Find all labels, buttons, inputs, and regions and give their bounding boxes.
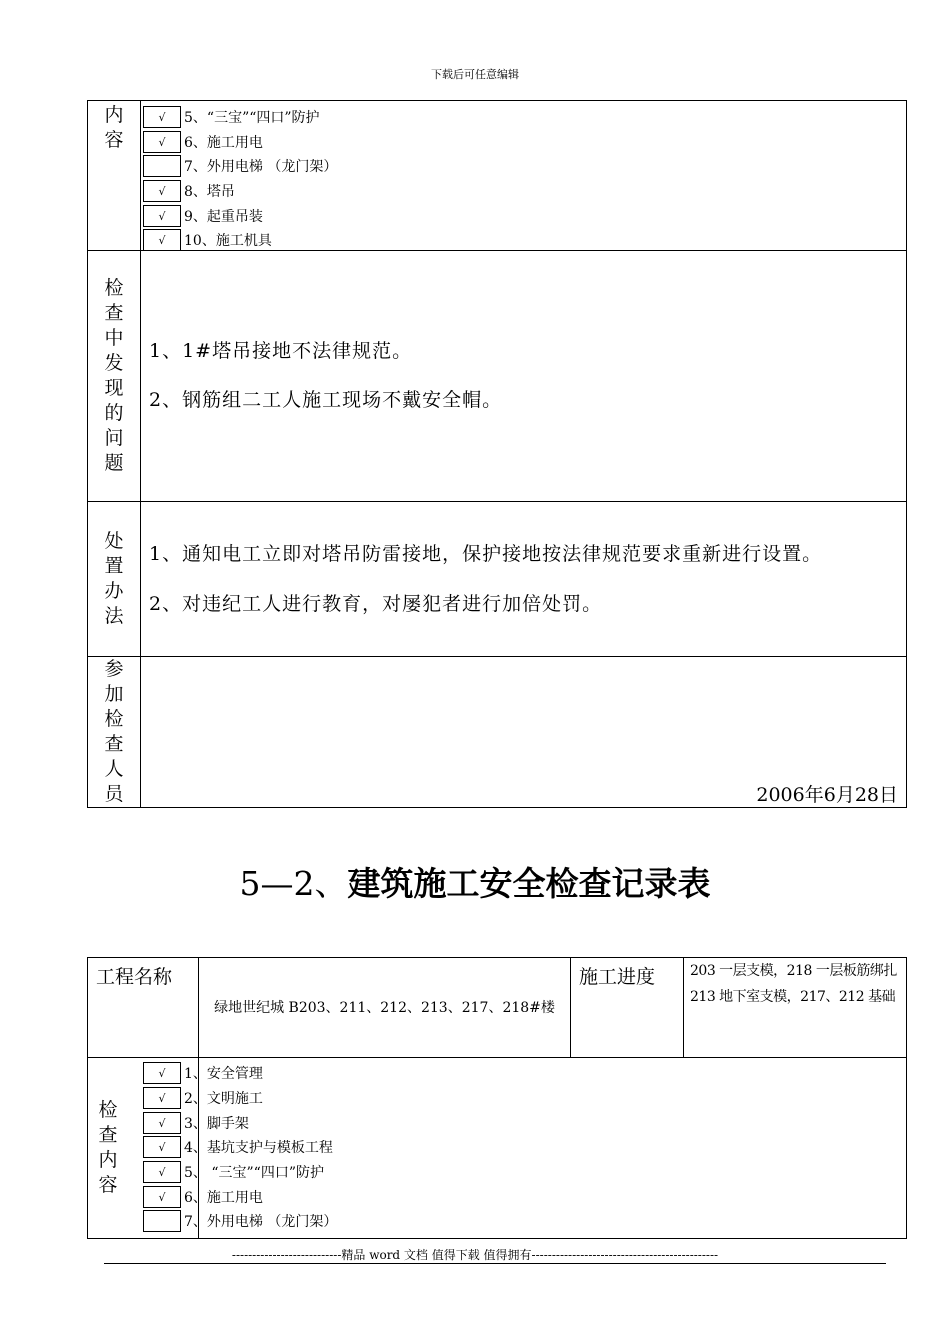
checkbox[interactable]: √ [143,229,181,251]
progress-value: 203 一层支模，218 一层板筋绑扎 213 地下室支模，217、212 基础 [690,963,897,1005]
checkbox[interactable]: √ [143,1136,181,1158]
content-label-2: 检 查 内 容 [98,1099,118,1196]
check-item[interactable] [141,105,906,129]
check-item-label: 5、“三宝”“四口”防护 [184,110,320,126]
checkbox[interactable]: √ [143,205,181,227]
row-handling [88,502,907,657]
inspection-date: 2006年6月28日 [756,784,898,806]
inspection-table-1 [87,100,907,808]
handling-label-cell [88,502,141,657]
checkbox[interactable] [143,1210,181,1232]
check-item[interactable] [141,154,906,178]
check-item-label: 9、起重吊装 [184,209,263,225]
content-items-cell [141,101,907,251]
problems-label-cell [88,251,141,502]
check-item-label: 6、施工用电 [184,1190,263,1206]
check-item[interactable] [141,228,906,252]
header-note: 下载后可任意编辑 [431,68,519,81]
content-items-cell-2 [158,1058,907,1239]
problems-label: 检 查 中 发 现 的 问 题 [104,277,124,474]
check-item[interactable] [141,1086,901,1110]
check-item[interactable] [141,1160,901,1184]
check-item-label: 4、基坑支护与模板工程 [184,1140,333,1156]
row-content [88,101,907,251]
problem-line: 1、1#塔吊接地不法律规范。 [149,340,413,362]
checkbox[interactable]: √ [143,1062,181,1084]
participants-cell [141,657,907,808]
check-items-2 [141,1058,901,1238]
check-item-label: 7、外用电梯 （龙门架） [184,1214,338,1230]
footer-text: ---------------------------精品 word 文档 值得下载 值得拥有---------------------------------------------- [231,1248,719,1262]
checkbox[interactable]: √ [143,1161,181,1183]
check-item-label: 7、外用电梯 （龙门架） [184,159,338,175]
content-label-cell [88,101,141,251]
check-item[interactable] [141,1135,901,1159]
row-content-2 [88,1058,907,1239]
check-item[interactable] [141,1209,901,1233]
check-item-label: 3、脚手架 [184,1116,249,1132]
progress-label-cell [571,958,684,1058]
project-name-value-cell [199,958,571,1058]
check-item[interactable] [141,130,906,154]
content-label: 内 容 [104,104,124,151]
check-item-label: 10、施工机具 [184,233,272,249]
check-item[interactable] [141,204,906,228]
checkbox[interactable] [143,155,181,177]
row-participants [88,657,907,808]
problems-cell [141,251,907,502]
inspection-table-2 [87,957,907,1239]
checkbox[interactable]: √ [143,1112,181,1134]
progress-label: 施工进度 [579,966,656,988]
handling-label: 处 置 办 法 [104,530,124,627]
row-project [88,958,907,1058]
check-item[interactable] [141,1061,901,1085]
check-item[interactable] [141,1185,901,1209]
participants-label-cell [88,657,141,808]
project-name-label: 工程名称 [96,966,173,988]
check-item-label: 2、文明施工 [184,1091,263,1107]
handling-cell [141,502,907,657]
section-title: 5—2、建筑施工安全检查记录表 [239,864,711,903]
check-item-label: 8、塔吊 [184,184,235,200]
check-item[interactable] [141,1111,901,1135]
handling-line: 2、对违纪工人进行教育，对屡犯者进行加倍处罚。 [149,593,603,615]
handling-line: 1、通知电工立即对塔吊防雷接地，保护接地按法律规范要求重新进行设置。 [149,543,823,565]
check-item-label: 5、 “三宝”“四口”防护 [184,1165,324,1181]
checkbox[interactable]: √ [143,1087,181,1109]
check-item[interactable] [141,179,906,203]
participants-label: 参 加 检 查 人 员 [104,658,124,805]
project-name-value: 绿地世纪城 B203、211、212、213、217、218#楼 [214,999,555,1016]
check-items [141,101,906,249]
checkbox[interactable]: √ [143,131,181,153]
row-problems [88,251,907,502]
checkbox[interactable]: √ [143,180,181,202]
check-item-label: 1、安全管理 [184,1066,263,1082]
checkbox[interactable]: √ [143,106,181,128]
project-name-label-cell [88,958,199,1058]
progress-value-cell [684,958,907,1058]
problem-line: 2、钢筋组二工人施工现场不戴安全帽。 [149,389,503,411]
footer-rule [104,1263,886,1264]
checkbox[interactable]: √ [143,1186,181,1208]
check-item-label: 6、施工用电 [184,135,263,151]
